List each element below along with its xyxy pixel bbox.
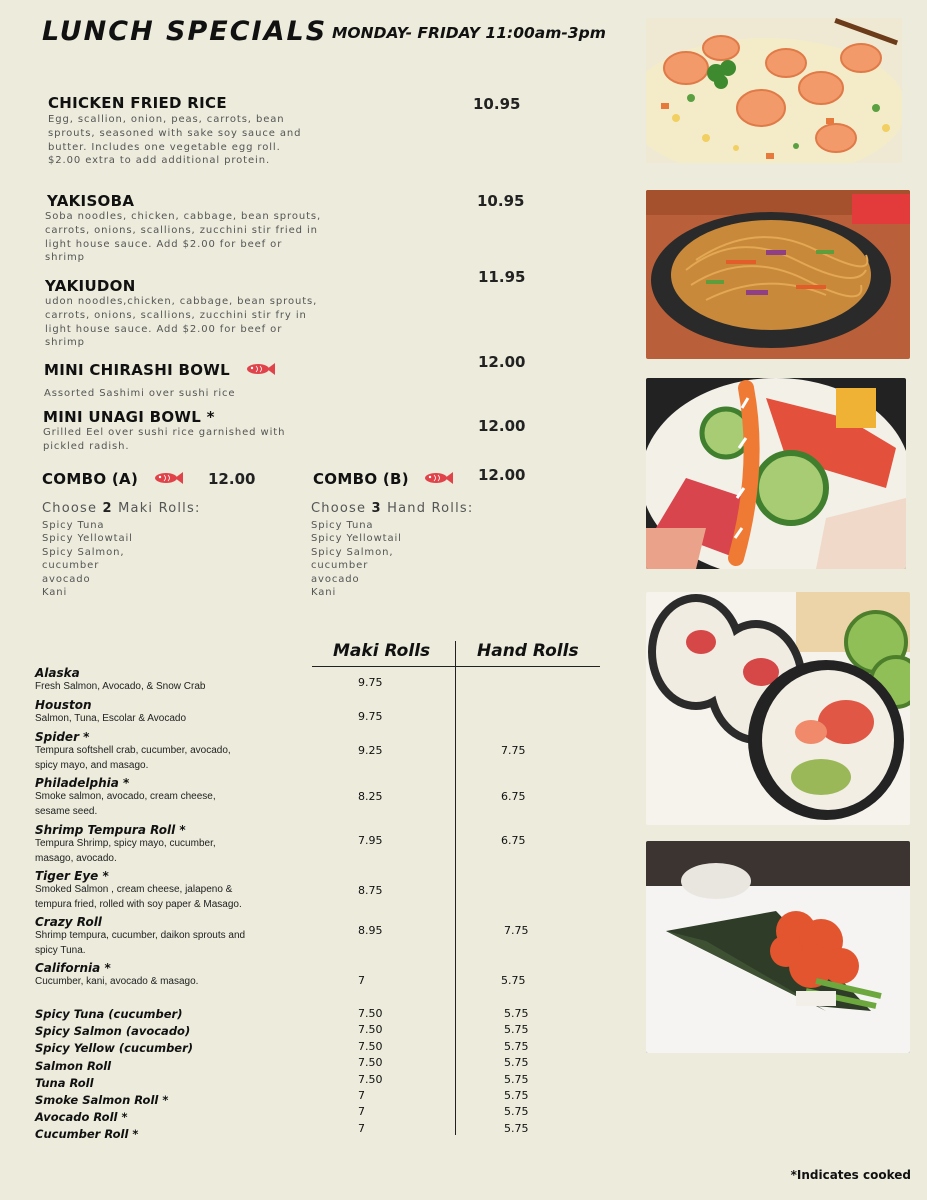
hand-price: 5.75 bbox=[504, 1105, 529, 1119]
dish-description bbox=[45, 295, 317, 350]
roll-desc-line: tempura fried, rolled with soy paper & Masago. bbox=[35, 898, 242, 910]
dish-name: YAKIUDON bbox=[45, 277, 136, 295]
combo-b bbox=[313, 470, 473, 600]
dish-name: YAKISOBA bbox=[47, 192, 135, 210]
maki-price: 7.50 bbox=[358, 1007, 383, 1020]
desc-line: light house sauce. Add $2.00 for beef or bbox=[45, 238, 283, 250]
yakisoba-photo bbox=[646, 190, 910, 359]
dish-price: 12.00 bbox=[478, 353, 526, 371]
simple-maki-prices bbox=[358, 1006, 383, 1137]
special-item bbox=[43, 408, 285, 454]
roll-desc-line: Cucumber, kani, avocado & masago. bbox=[35, 976, 199, 987]
combo-price: 12.00 bbox=[478, 466, 526, 484]
table-row bbox=[35, 698, 186, 727]
hand-price: 5.75 bbox=[504, 1072, 529, 1086]
simple-rolls-names bbox=[35, 1006, 193, 1144]
dish-description bbox=[43, 426, 285, 454]
special-item bbox=[44, 361, 276, 400]
roll-name: Spicy Yellow (cucumber) bbox=[35, 1041, 194, 1056]
choose-count: 3 bbox=[371, 500, 382, 516]
hand-price: 6.75 bbox=[501, 790, 526, 803]
desc-line: Grilled Eel over sushi rice garnished with bbox=[43, 427, 286, 438]
dish-name bbox=[44, 361, 276, 380]
desc-line: carrots, onions, scallions, zucchini stir fried in bbox=[45, 224, 318, 236]
maki-price: 9.75 bbox=[358, 710, 383, 723]
roll-name: Alaska bbox=[35, 666, 80, 680]
hand-price: 7.75 bbox=[501, 744, 526, 757]
fried-rice-photo bbox=[646, 18, 902, 163]
dish-name-text: MINI CHIRASHI BOWL bbox=[44, 361, 231, 379]
combo-option: Spicy Tuna bbox=[42, 519, 105, 531]
desc-line: butter. Includes one vegetable egg roll. bbox=[48, 141, 281, 153]
special-item bbox=[47, 192, 321, 265]
fish-icon bbox=[246, 362, 276, 380]
roll-name: Tiger Eye * bbox=[35, 869, 109, 883]
desc-line: udon noodles,chicken, cabbage, bean sprouts, bbox=[45, 296, 318, 307]
combo-option: avocado bbox=[42, 573, 91, 585]
combo-options bbox=[311, 519, 473, 600]
maki-price: 8.25 bbox=[358, 790, 383, 803]
combo-title bbox=[313, 470, 473, 489]
dish-price: 10.95 bbox=[473, 95, 521, 113]
combo-option: cucumber bbox=[42, 560, 100, 571]
special-item bbox=[48, 94, 301, 168]
hand-price: 6.75 bbox=[501, 834, 526, 847]
simple-hand-prices bbox=[504, 1006, 529, 1137]
roll-name: Crazy Roll bbox=[35, 915, 102, 929]
special-item bbox=[45, 277, 317, 350]
combo-option: Spicy Tuna bbox=[311, 519, 374, 531]
desc-line: carrots, onions, scallions, zucchini stir fry in bbox=[45, 309, 307, 321]
combo-option: cucumber bbox=[311, 560, 369, 571]
roll-name: Houston bbox=[35, 698, 92, 712]
roll-desc-line: Tempura softshell crab, cucumber, avocado, bbox=[35, 745, 231, 756]
hours-label: MONDAY- FRIDAY 11:00am-3pm bbox=[332, 24, 606, 42]
hand-roll-photo bbox=[646, 841, 910, 1053]
dish-description bbox=[45, 210, 321, 265]
table-header-rule bbox=[312, 666, 600, 667]
roll-desc-line: Smoke salmon, avocado, cream cheese, bbox=[35, 791, 216, 802]
table-row bbox=[35, 730, 231, 773]
combo-option: Spicy Salmon, bbox=[311, 546, 394, 558]
roll-name: Tuna Roll bbox=[35, 1075, 94, 1090]
maki-price: 7 bbox=[358, 1089, 365, 1103]
table-row bbox=[35, 869, 242, 912]
maki-price: 7.50 bbox=[358, 1072, 383, 1086]
dish-price: 11.95 bbox=[478, 268, 526, 286]
dish-description bbox=[48, 113, 301, 168]
combo-choose bbox=[311, 501, 473, 516]
combo-a bbox=[42, 470, 201, 600]
roll-desc-line: Smoked Salmon , cream cheese, jalapeno & bbox=[35, 884, 233, 895]
roll-desc-line: spicy mayo, and masago. bbox=[35, 759, 149, 771]
combo-option: Spicy Yellowtail bbox=[42, 533, 133, 544]
table-row bbox=[35, 915, 245, 958]
maki-price: 7 bbox=[358, 974, 365, 987]
dish-description bbox=[44, 387, 276, 401]
maki-price: 7 bbox=[358, 1121, 365, 1135]
desc-line: Soba noodles, chicken, cabbage, bean sprouts, bbox=[45, 211, 322, 222]
hand-price: 5.75 bbox=[504, 1089, 529, 1103]
table-column-divider bbox=[455, 641, 456, 1135]
hand-price: 5.75 bbox=[504, 1121, 529, 1135]
roll-name: Spicy Tuna (cucumber) bbox=[35, 1007, 183, 1021]
desc-line: light house sauce. Add $2.00 for beef or bbox=[45, 323, 283, 335]
desc-line: shrimp bbox=[45, 252, 85, 264]
maki-price: 7.95 bbox=[358, 834, 383, 847]
combo-option: Spicy Salmon, bbox=[42, 546, 125, 558]
choose-text: Choose bbox=[42, 500, 103, 516]
maki-price: 9.75 bbox=[358, 676, 383, 689]
roll-desc-line: Shrimp tempura, cucumber, daikon sprouts and bbox=[35, 930, 246, 941]
roll-name: Spider * bbox=[35, 730, 90, 744]
maki-price: 7.50 bbox=[358, 1039, 383, 1053]
choose-text: Hand Rolls: bbox=[381, 500, 474, 516]
maki-rolls-photo bbox=[646, 592, 910, 825]
fish-icon bbox=[154, 471, 184, 489]
roll-name: Avocado Roll * bbox=[35, 1110, 128, 1125]
roll-name: Philadelphia * bbox=[35, 776, 130, 790]
roll-name: Spicy Salmon (avocado) bbox=[35, 1024, 191, 1039]
roll-name: California * bbox=[35, 961, 111, 975]
desc-line: Assorted Sashimi over sushi rice bbox=[44, 387, 236, 399]
maki-price: 8.95 bbox=[358, 924, 383, 937]
hand-price: 5.75 bbox=[504, 1056, 529, 1070]
combo-option: Spicy Yellowtail bbox=[311, 533, 402, 544]
combo-price: 12.00 bbox=[208, 470, 256, 488]
roll-name: Cucumber Roll * bbox=[35, 1127, 139, 1142]
roll-desc-line: Tempura Shrimp, spicy mayo, cucumber, bbox=[35, 838, 216, 849]
maki-price: 8.75 bbox=[358, 884, 383, 897]
roll-desc-line: masago, avocado. bbox=[35, 852, 117, 864]
hand-price: 5.75 bbox=[501, 974, 526, 987]
roll-name: Smoke Salmon Roll * bbox=[35, 1093, 169, 1108]
dish-name: MINI UNAGI BOWL * bbox=[43, 408, 215, 426]
dish-name: CHICKEN FRIED RICE bbox=[48, 94, 227, 112]
chirashi-bowl-photo bbox=[646, 378, 906, 569]
maki-price: 7.50 bbox=[358, 1056, 383, 1070]
combo-choose bbox=[42, 501, 201, 516]
maki-column-header: Maki Rolls bbox=[333, 641, 431, 661]
roll-desc-line: Salmon, Tuna, Escolar & Avocado bbox=[35, 713, 187, 724]
combo-name: COMBO (B) bbox=[313, 470, 409, 488]
desc-line: Egg, scallion, onion, peas, carrots, bean bbox=[48, 114, 285, 125]
hand-price: 7.75 bbox=[504, 924, 529, 937]
combo-option: Kani bbox=[42, 587, 68, 598]
hand-price: 5.75 bbox=[504, 1039, 529, 1053]
desc-line: pickled radish. bbox=[43, 440, 130, 452]
maki-price: 7.50 bbox=[358, 1023, 383, 1037]
roll-name: Salmon Roll bbox=[35, 1058, 112, 1073]
combo-option: Kani bbox=[311, 587, 337, 598]
dish-price: 12.00 bbox=[478, 417, 526, 435]
combo-option: avocado bbox=[311, 573, 360, 585]
page-title: LUNCH SPECIALS bbox=[42, 16, 328, 47]
table-row bbox=[35, 961, 198, 990]
desc-line: $2.00 extra to add additional protein. bbox=[48, 155, 271, 167]
roll-desc-line: sesame seed. bbox=[35, 805, 98, 817]
combo-name: COMBO (A) bbox=[42, 470, 139, 488]
cooked-footnote: *Indicates cooked bbox=[790, 1168, 911, 1182]
choose-text: Choose bbox=[311, 500, 372, 516]
desc-line: shrimp bbox=[45, 337, 85, 349]
dish-price: 10.95 bbox=[477, 192, 525, 210]
choose-count: 2 bbox=[102, 500, 113, 516]
combo-options bbox=[42, 519, 201, 600]
hand-price: 5.75 bbox=[504, 1023, 529, 1037]
fish-icon bbox=[424, 471, 454, 489]
combo-title bbox=[42, 470, 201, 489]
desc-line: sprouts, seasoned with sake soy sauce and bbox=[48, 127, 302, 139]
table-row bbox=[35, 823, 216, 866]
table-row bbox=[35, 776, 216, 819]
maki-price: 9.25 bbox=[358, 744, 383, 757]
table-row bbox=[35, 666, 205, 695]
maki-price: 7 bbox=[358, 1105, 365, 1119]
roll-name: Shrimp Tempura Roll * bbox=[35, 823, 186, 837]
hand-column-header: Hand Rolls bbox=[477, 641, 579, 661]
hand-price: 5.75 bbox=[504, 1007, 529, 1020]
choose-text: Maki Rolls: bbox=[112, 500, 201, 516]
roll-desc-line: spicy Tuna. bbox=[35, 944, 86, 956]
roll-desc-line: Fresh Salmon, Avocado, & Snow Crab bbox=[35, 681, 206, 692]
